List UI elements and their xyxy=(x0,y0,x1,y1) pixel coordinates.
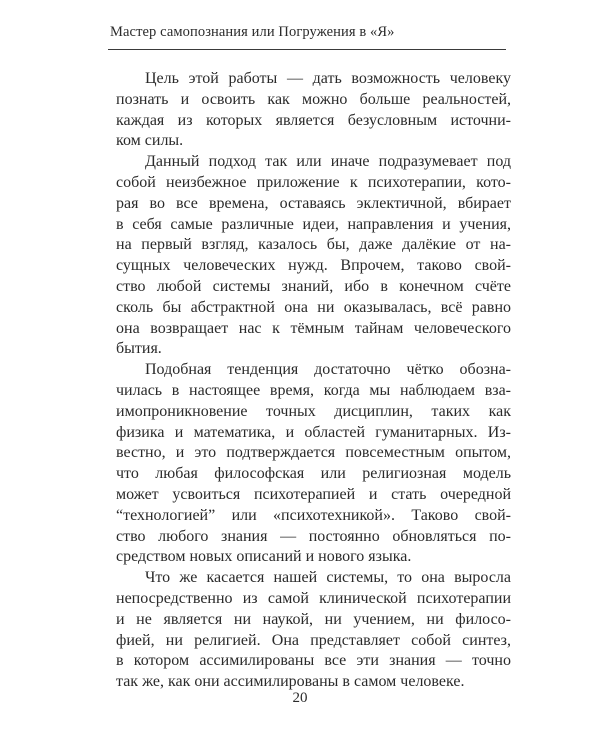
text-line: “технологией” или «психотехникой». Таково свой- xyxy=(116,506,511,524)
text-line: вестно, и это подтверждается повсеместным опытом, xyxy=(116,444,511,462)
text-line: сущных человеческих нужд. Впрочем, таково свой- xyxy=(116,257,511,275)
text-line: каждая из которых является безусловным источни- xyxy=(116,111,511,129)
text-line: Подобная тенденция достаточно чётко обозна- xyxy=(145,361,511,379)
text-line: имопроникновение точных дисциплин, таких как xyxy=(116,402,511,420)
paragraph-1 xyxy=(116,70,511,153)
paragraph-2 xyxy=(116,153,511,361)
body-text xyxy=(116,70,511,694)
text-line: сколь бы абстрактной она ни оказывалась, всё равно xyxy=(116,298,511,316)
text-line: бытия. xyxy=(116,340,162,358)
text-line: в котором ассимилированы все эти знания — точно xyxy=(116,652,511,670)
text-line: так же, как они ассимилированы в самом человеке. xyxy=(116,673,465,691)
text-line: что любая философская или религиозная модель xyxy=(116,465,511,483)
text-line: средством новых описаний и нового языка. xyxy=(116,548,412,566)
header-rule xyxy=(108,49,506,50)
text-line: ство любой системы знаний, ибо в конечном счёте xyxy=(116,277,511,295)
text-line: она возвращает нас к тёмным тайнам человеческого xyxy=(116,319,511,337)
text-line: Что же касается нашей системы, то она выросла xyxy=(145,569,511,587)
text-line: ком силы. xyxy=(116,132,184,150)
text-line: непосредственно из самой клинической психотерапии xyxy=(116,589,511,607)
paragraph-3 xyxy=(116,361,511,569)
text-line: собой неизбежное приложение к психотерапии, кото- xyxy=(116,173,511,191)
text-line: Данный подход так или иначе подразумевает под xyxy=(145,153,511,171)
text-line: фией, ни религией. Она представляет собой синтез, xyxy=(116,631,511,649)
running-header: Мастер самопознания или Погружения в «Я» xyxy=(110,24,395,40)
text-line: в себя самые различные идеи, направления и учения, xyxy=(116,215,511,233)
text-line: познать и освоить как можно больше реальностей, xyxy=(116,90,511,108)
text-line: физика и математика, и областей гуманитарных. Из- xyxy=(116,423,511,441)
text-line: и не является ни наукой, ни учением, ни филосо- xyxy=(116,610,511,628)
text-line: Цель этой работы — дать возможность человеку xyxy=(145,70,511,87)
paragraph-4 xyxy=(116,569,511,694)
text-line: на первый взгляд, казалось бы, даже далёкие от на- xyxy=(116,236,511,254)
text-line: чилась в настоящее время, когда мы наблюдаем вза- xyxy=(116,381,511,399)
page-number: 20 xyxy=(292,690,308,706)
text-line: может усвоиться психотерапией и стать очередной xyxy=(116,485,511,503)
text-line: ство любого знания — постоянно обновляться по- xyxy=(116,527,511,545)
text-line: рая во все времена, оставаясь эклектичной, вбирает xyxy=(116,194,511,212)
